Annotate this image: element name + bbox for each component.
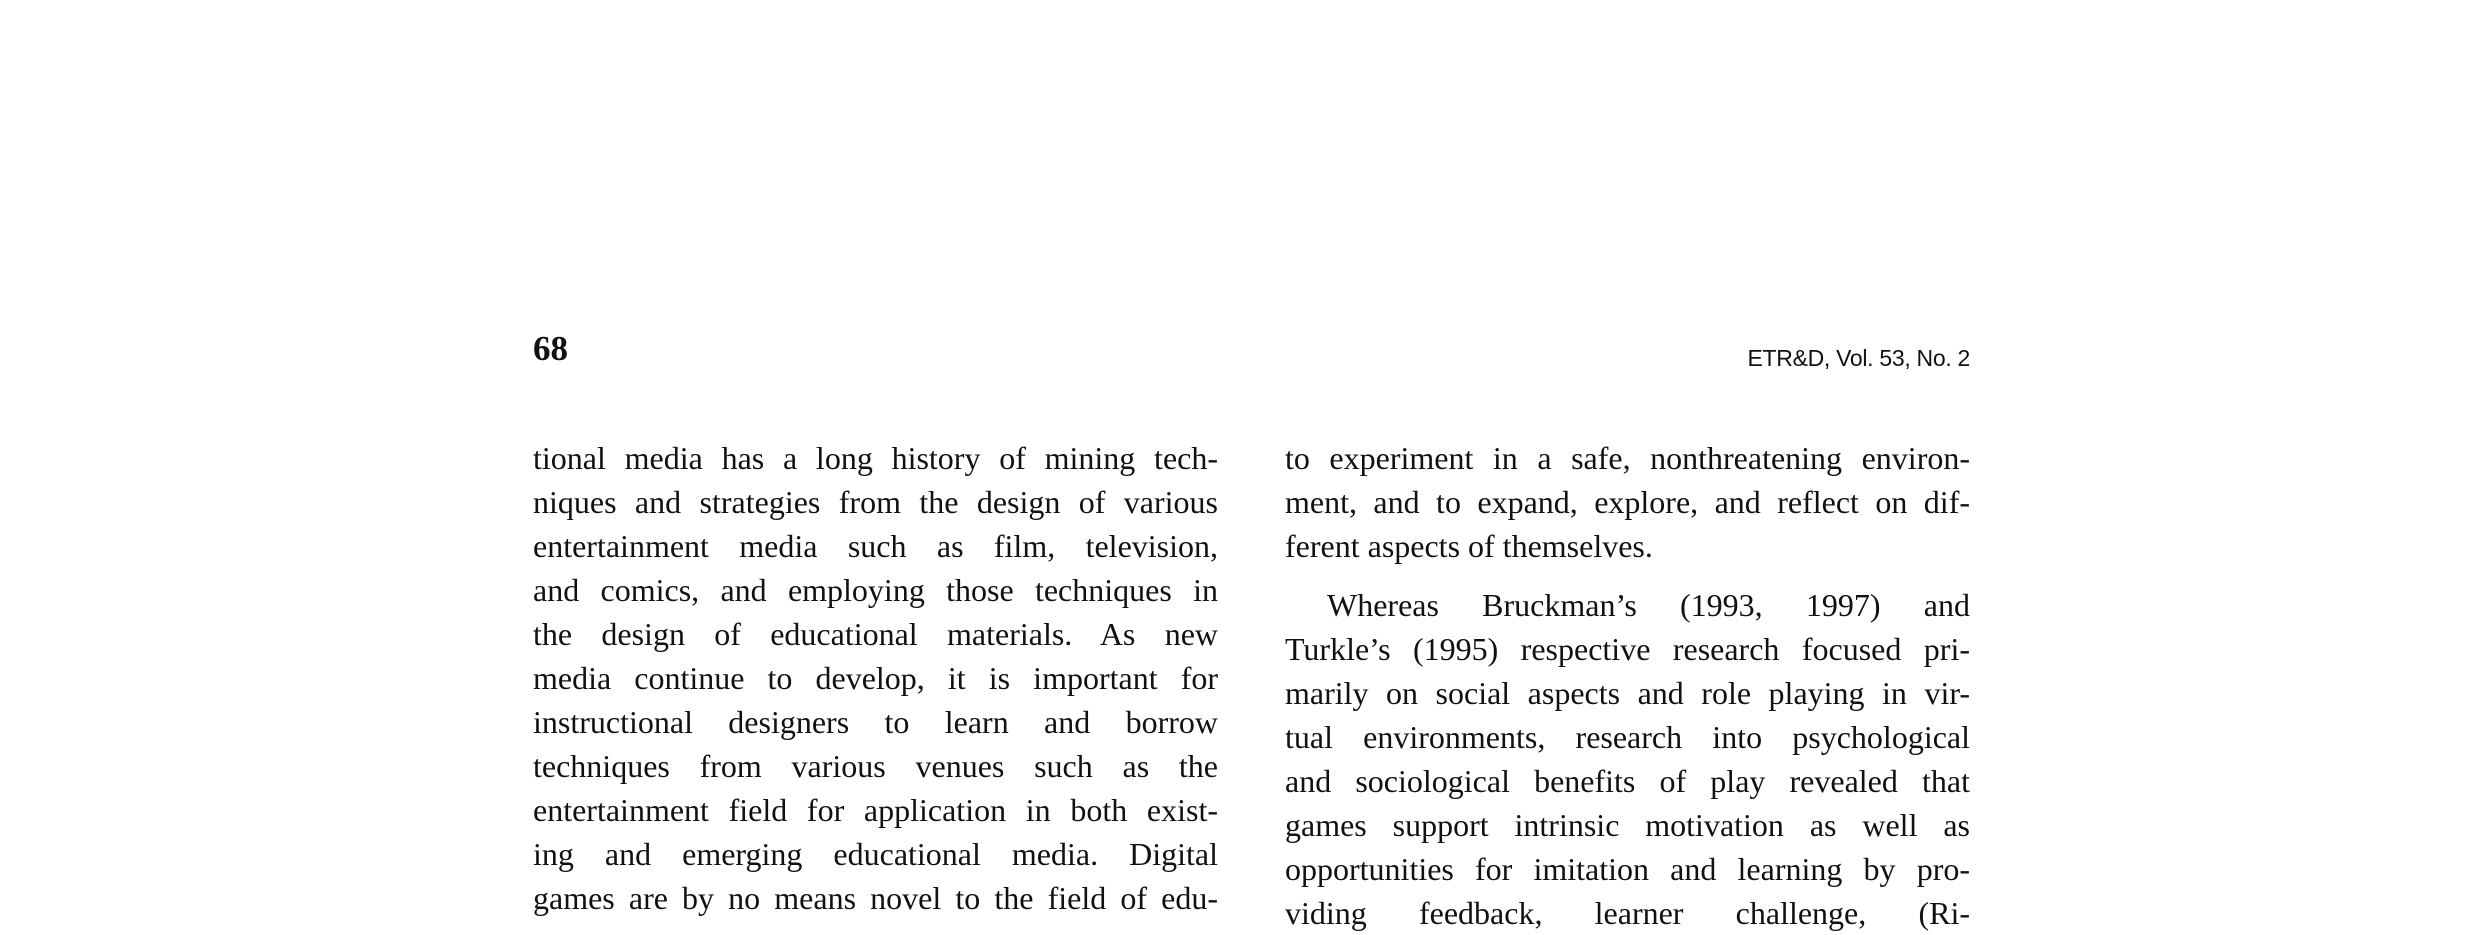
text-line: tual environments, research into psychological [1285, 719, 1970, 755]
text-line: viding feedback, learner challenge, (Ri- [1285, 895, 1970, 931]
text-line: games support intrinsic motivation as well as [1285, 807, 1970, 843]
left-column [533, 436, 1218, 920]
text-line: niques and strategies from the design of various [533, 484, 1218, 520]
text-line: ferent aspects of themselves. [1285, 528, 1653, 564]
text-line: and comics, and employing those techniques in [533, 572, 1218, 608]
text-line: ing and emerging educational media. Digital [533, 836, 1218, 872]
paragraph-2 [1285, 583, 1970, 935]
text-line: tional media has a long history of mining tech- [533, 440, 1218, 476]
text-line: ment, and to expand, explore, and reflect on dif- [1285, 484, 1970, 520]
text-line: entertainment media such as film, television, [533, 528, 1218, 564]
text-line: the design of educational materials. As new [533, 616, 1218, 652]
text-line: opportunities for imitation and learning by pro- [1285, 851, 1970, 887]
page-number: 68 [533, 329, 568, 368]
text-line: and sociological benefits of play revealed that [1285, 763, 1970, 799]
text-line: techniques from various venues such as the [533, 748, 1218, 784]
text-line: entertainment field for application in both exist- [533, 792, 1218, 828]
running-head: ETR&D, Vol. 53, No. 2 [1747, 345, 1970, 371]
paragraph-gap [1285, 568, 1970, 583]
text-line: Turkle’s (1995) respective research focused pri- [1285, 631, 1970, 667]
text-line: instructional designers to learn and borrow [533, 704, 1218, 740]
text-line: Whereas Bruckman’s (1993, 1997) and [1327, 587, 1970, 623]
right-column [1285, 436, 1970, 935]
text-line: marily on social aspects and role playing in vir- [1285, 675, 1970, 711]
text-line: to experiment in a safe, nonthreatening environ- [1285, 440, 1970, 476]
text-line: media continue to develop, it is important for [533, 660, 1218, 696]
paragraph-1 [1285, 436, 1970, 568]
text-line: games are by no means novel to the field of edu- [533, 880, 1218, 916]
